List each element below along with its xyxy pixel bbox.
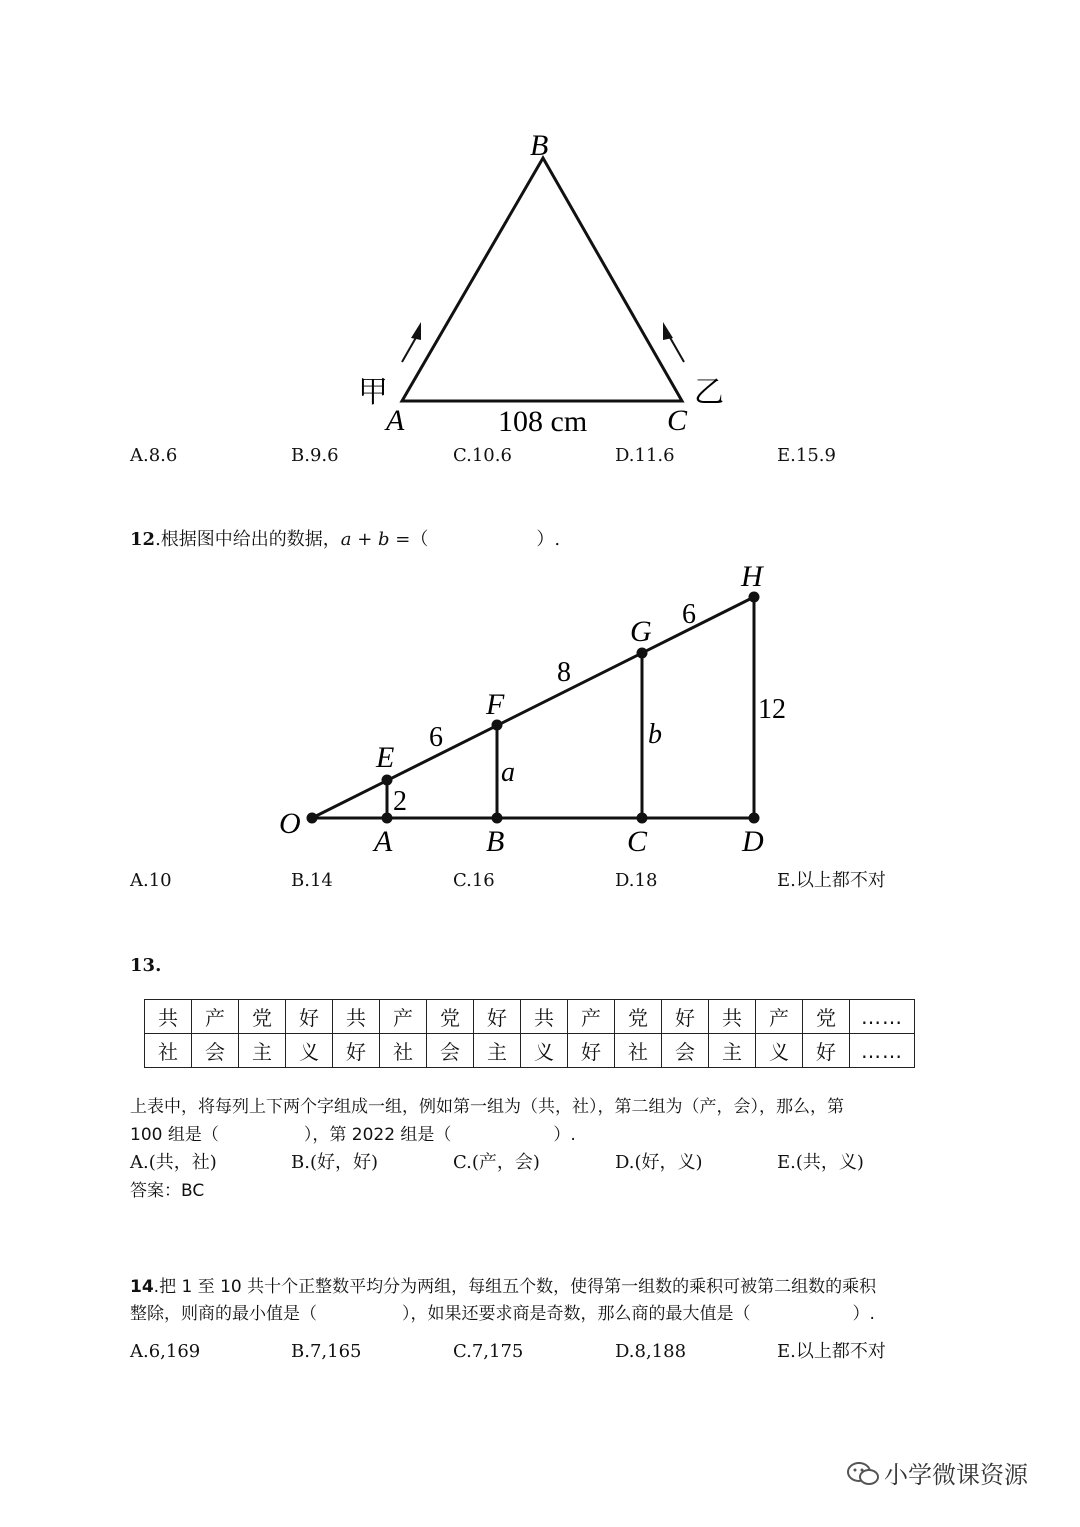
label-vertex-a: A — [386, 404, 405, 437]
label-point-g: G — [630, 615, 652, 648]
wechat-icon — [846, 1461, 880, 1487]
table-cell: 党 — [427, 1000, 474, 1034]
q12-blank: （ ）. — [410, 529, 561, 550]
table-cell: 好 — [474, 1000, 521, 1034]
table-cell: 好 — [662, 1000, 709, 1034]
q13-heading — [130, 954, 161, 978]
table-cell: 主 — [239, 1034, 286, 1068]
q14-line1-text: .把 1 至 10 共十个正整数平均分为两组，每组五个数，使得第一组数的乘积可被第二组数的乘积 — [153, 1277, 877, 1297]
label-point-a: A — [374, 825, 393, 858]
label-point-h: H — [741, 560, 763, 593]
table-cell: 社 — [145, 1034, 192, 1068]
table-cell: 主 — [474, 1034, 521, 1068]
arrow-left-icon — [402, 322, 421, 362]
q12-stem-text: .根据图中给出的数据， — [155, 529, 341, 550]
table-cell: 产 — [756, 1000, 803, 1034]
point-h — [749, 592, 760, 603]
q13-option-c: C.(产，会) — [453, 1152, 540, 1173]
q13-line1: 上表中，将每列上下两个字组成一组，例如第一组为（共，社），第二组为（产，会），那么，第 — [130, 1097, 844, 1117]
table-cell: 党 — [239, 1000, 286, 1034]
label-seg-ea: 2 — [393, 786, 407, 817]
label-seg-fg: 8 — [557, 657, 571, 688]
q12-number: 12 — [130, 529, 156, 550]
table-row — [145, 1034, 915, 1068]
table-cell-ellipsis: …… — [850, 1034, 915, 1068]
label-point-b: B — [486, 825, 505, 858]
q12-option-c: C.16 — [453, 870, 495, 891]
point-b — [492, 813, 503, 824]
label-person-yi: 乙 — [694, 375, 724, 410]
q14-option-b: B.7,165 — [291, 1341, 362, 1362]
label-point-e: E — [376, 741, 395, 774]
q14-option-a: A.6,169 — [130, 1341, 201, 1362]
point-d — [749, 813, 760, 824]
watermark — [846, 1455, 1028, 1490]
table-cell: 产 — [568, 1000, 615, 1034]
triangle-figure — [0, 0, 1080, 470]
q13-option-a: A.(共，社) — [130, 1152, 217, 1173]
table-row — [145, 1000, 915, 1034]
table-cell: 党 — [803, 1000, 850, 1034]
q14-line1 — [130, 1275, 876, 1299]
label-point-c: C — [627, 825, 648, 858]
point-o — [307, 813, 318, 824]
label-point-f: F — [486, 688, 505, 721]
label-point-d: D — [742, 825, 764, 858]
table-cell: 义 — [756, 1034, 803, 1068]
q14-line2: 整除，则商的最小值是（ ），如果还要求商是奇数，那么商的最大值是（ ）. — [130, 1304, 875, 1324]
q13-option-d: D.(好，义) — [615, 1152, 703, 1173]
arrow-right-icon — [663, 322, 684, 362]
label-base-length: 108 cm — [498, 405, 588, 438]
q13-suffix: . — [155, 955, 162, 976]
q13-answer: 答案：BC — [130, 1181, 205, 1201]
table-cell: 社 — [615, 1034, 662, 1068]
label-seg-gh: 6 — [682, 599, 696, 630]
q11-option-a: A.8.6 — [130, 445, 178, 466]
table-cell: 共 — [333, 1000, 380, 1034]
label-person-jia: 甲 — [358, 375, 388, 410]
point-f — [492, 720, 503, 731]
label-vertex-c: C — [667, 404, 688, 437]
table-cell: 会 — [192, 1034, 239, 1068]
label-seg-fb: a — [501, 757, 515, 788]
q14-number: 14 — [130, 1277, 154, 1297]
table-cell: 产 — [192, 1000, 239, 1034]
q11-option-e: E.15.9 — [777, 445, 836, 466]
table-cell: 义 — [521, 1034, 568, 1068]
q11-option-d: D.11.6 — [615, 445, 675, 466]
table-cell: 会 — [662, 1034, 709, 1068]
table-cell: 共 — [145, 1000, 192, 1034]
table-cell: 好 — [333, 1034, 380, 1068]
q12-formula: a + b = — [340, 529, 411, 550]
q13-option-b: B.(好，好) — [291, 1152, 378, 1173]
table-cell-ellipsis: …… — [850, 1000, 915, 1034]
label-vertex-b: B — [530, 129, 549, 162]
table-cell: 好 — [568, 1034, 615, 1068]
table-cell: 共 — [709, 1000, 756, 1034]
point-a — [382, 813, 393, 824]
point-c — [637, 813, 648, 824]
q12-option-b: B.14 — [291, 870, 333, 891]
q14-option-d: D.8,188 — [615, 1341, 687, 1362]
label-seg-gc: b — [648, 719, 662, 750]
table-cell: 会 — [427, 1034, 474, 1068]
q12-stem — [130, 528, 560, 552]
table-cell: 党 — [615, 1000, 662, 1034]
q12-option-d: D.18 — [615, 870, 658, 891]
table-cell: 好 — [286, 1000, 333, 1034]
q13-line2: 100 组是（ ），第 2022 组是（ ）. — [130, 1125, 576, 1145]
q11-option-c: C.10.6 — [453, 445, 512, 466]
q12-option-e: E.以上都不对 — [777, 870, 886, 891]
q14-option-c: C.7,175 — [453, 1341, 524, 1362]
table-cell: 社 — [380, 1034, 427, 1068]
character-table — [144, 999, 915, 1068]
point-e — [382, 775, 393, 786]
table-cell: 义 — [286, 1034, 333, 1068]
label-point-o: O — [279, 807, 301, 840]
label-seg-hd: 12 — [758, 694, 786, 725]
table-cell: 主 — [709, 1034, 756, 1068]
q13-option-e: E.(共，义) — [777, 1152, 864, 1173]
label-seg-ef: 6 — [429, 722, 443, 753]
similar-triangles-figure — [0, 555, 1080, 865]
watermark-text: 小学微课资源 — [884, 1461, 1028, 1489]
q11-option-b: B.9.6 — [291, 445, 339, 466]
q12-option-a: A.10 — [130, 870, 172, 891]
point-g — [637, 648, 648, 659]
q14-option-e: E.以上都不对 — [777, 1341, 886, 1362]
q13-number: 13 — [130, 955, 156, 976]
table-cell: 共 — [521, 1000, 568, 1034]
table-cell: 好 — [803, 1034, 850, 1068]
table-cell: 产 — [380, 1000, 427, 1034]
